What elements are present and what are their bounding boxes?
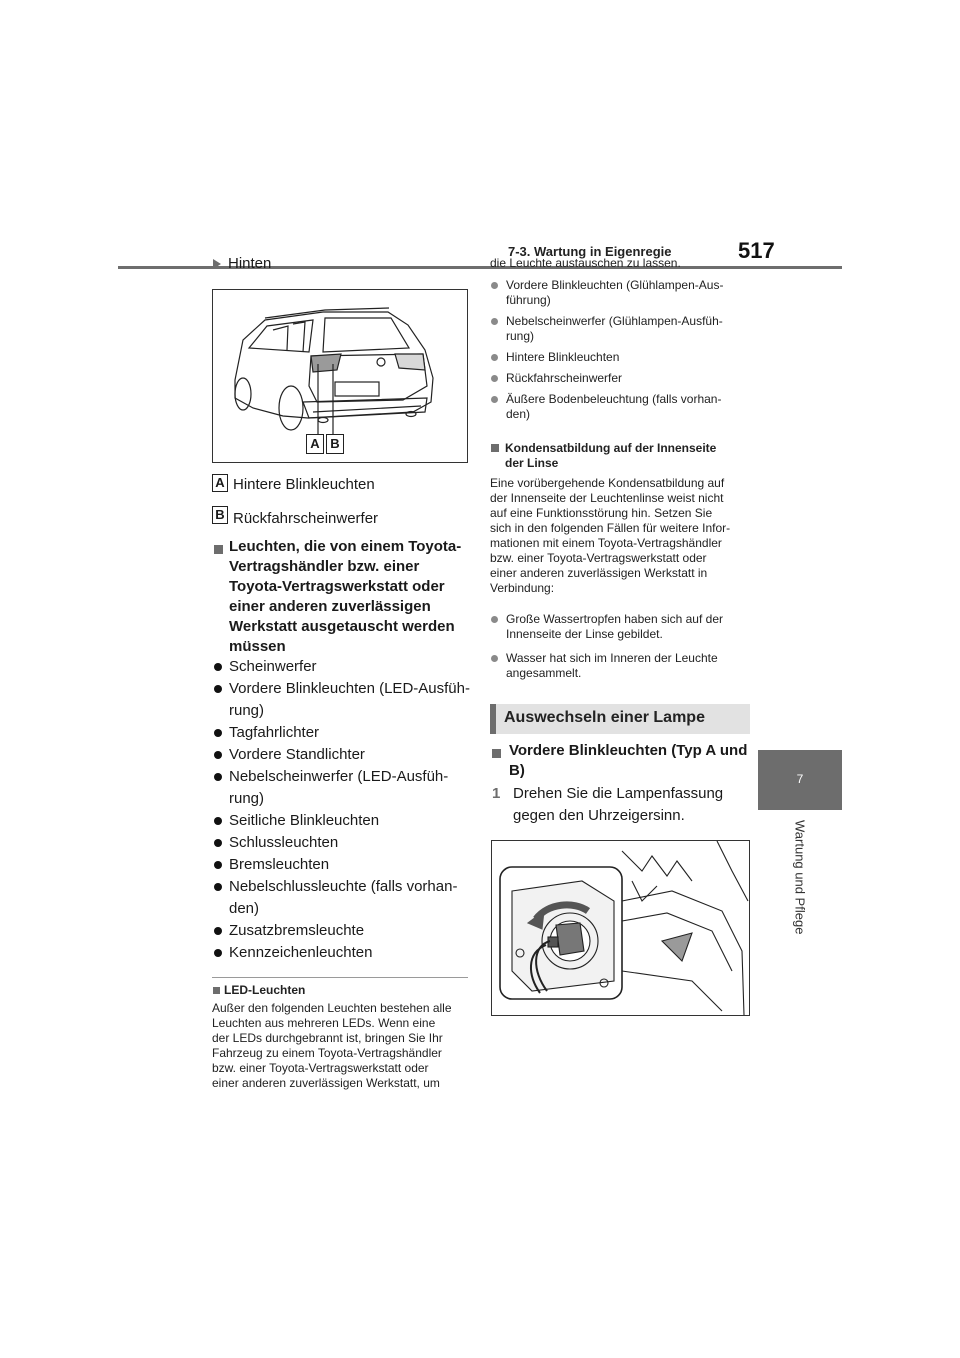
headlamp-figure [491, 840, 750, 1016]
list-item: Nebelscheinwerfer (Glühlampen-Ausfüh- rung) [490, 314, 752, 344]
bullet-icon [214, 949, 222, 957]
list-item: Schlussleuchten [212, 832, 472, 854]
rear-heading: Hinten [228, 255, 272, 272]
bullet-icon [491, 655, 498, 662]
list-item: Scheinwerfer [212, 656, 472, 678]
bullet-icon [214, 817, 222, 825]
callout-a: A [306, 434, 324, 454]
legend-text-b: Rückfahrscheinwerfer [233, 510, 379, 527]
condensation-list [490, 612, 752, 681]
square-bullet-icon [214, 545, 223, 554]
list-item: Vordere Blinkleuchten (Glühlampen-Aus- führung) [490, 278, 752, 308]
list-item: Tagfahrlichter [212, 722, 472, 744]
list-item: Vordere Standlichter [212, 744, 472, 766]
bullet-icon [214, 729, 222, 737]
bullet-icon [214, 773, 222, 781]
condensation-text: Eine vorübergehende Kondensatbildung auf der Innenseite der Leuchtenlinse weist nicht auf eine Funktionsstörung hin. Setzen Sie sich in den folgenden Fällen für weitere Infor- mationen mit einem Toyota-Vertragshändler bzw. einer Toyota-Vertragswerkstatt oder einer anderen zuverlässigen Werkstatt in Verbindung: [490, 476, 731, 595]
bullet-icon [214, 927, 222, 935]
legend-key-b: B [212, 506, 228, 524]
section-title: Auswechseln einer Lampe [504, 709, 705, 726]
section-title-bar [490, 704, 750, 734]
bullet-icon [491, 396, 498, 403]
bullet-icon [491, 616, 498, 623]
legend-text-a: Hintere Blinkleuchten [233, 476, 375, 493]
section-header: 7-3. Wartung in Eigenregie [508, 244, 672, 259]
chapter-title-vertical [758, 820, 842, 1000]
list-item: Seitliche Blinkleuchten [212, 810, 472, 832]
legend-key-a: A [212, 474, 228, 492]
led-heading: LED-Leuchten [224, 983, 306, 997]
list-item: Vordere Blinkleuchten (LED-Ausfüh- rung) [212, 678, 472, 722]
page-number: 517 [738, 238, 775, 263]
chapter-number: 7 [796, 772, 804, 786]
list-item: Zusatzbremsleuchte [212, 920, 472, 942]
led-text: Außer den folgenden Leuchten bestehen alle Leuchten aus mehreren LEDs. Wenn eine der LEDs durchgebrannt ist, bringen Sie Ihr Fahrzeug zu einem Toyota-Vertragshändler bzw. einer Toyota-Vertragswerkstatt oder einer anderen zuverlässigen Werkstatt, um [212, 1001, 452, 1090]
chapter-title: Wartung und Pflege [792, 820, 808, 935]
bullet-icon [491, 282, 498, 289]
bullet-icon [214, 861, 222, 869]
bulb-list [490, 278, 752, 428]
list-item: Große Wassertropfen haben sich auf der Innenseite der Linse gebildet. [490, 612, 752, 642]
header-rule [118, 266, 842, 269]
bullet-icon [214, 883, 222, 891]
list-item: Kennzeichenleuchten [212, 942, 472, 964]
bullet-icon [214, 751, 222, 759]
square-bullet-icon [213, 987, 220, 994]
continued-text: die Leuchte austauschen zu lassen. [490, 256, 681, 270]
headlamp-illustration [492, 841, 749, 1015]
front-turn-heading: Vordere Blinkleuchten (Typ A und B) [509, 742, 748, 779]
square-bullet-icon [492, 749, 501, 758]
bullet-icon [214, 663, 222, 671]
bullet-icon [491, 318, 498, 325]
list-item: Wasser hat sich im Inneren der Leuchte angesammelt. [490, 651, 752, 681]
callout-b: B [326, 434, 344, 454]
bullet-icon [491, 375, 498, 382]
condensation-heading: Kondensatbildung auf der Innenseite der Linse [505, 441, 717, 470]
square-bullet-icon [491, 444, 499, 452]
divider [212, 977, 468, 978]
section-bar-edge [490, 704, 496, 734]
list-item: Nebelscheinwerfer (LED-Ausfüh- rung) [212, 766, 472, 810]
dealer-list [212, 656, 472, 964]
arrow-bullet-icon [213, 259, 221, 269]
list-item: Bremsleuchten [212, 854, 472, 876]
bullet-icon [214, 685, 222, 693]
dealer-heading: Leuchten, die von einem Toyota- Vertragshändler bzw. einer Toyota-Vertragswerkstatt oder einer anderen zuverlässigen Werkstatt ausgetauscht werden müssen [229, 538, 462, 655]
list-item: Nebelschlussleuchte (falls vorhan- den) [212, 876, 472, 920]
step-number: 1 [492, 785, 501, 802]
list-item: Rückfahrscheinwerfer [490, 371, 752, 386]
list-item: Hintere Blinkleuchten [490, 350, 752, 365]
step-text: Drehen Sie die Lampenfassung gegen den Uhrzeigersinn. [513, 785, 724, 824]
bullet-icon [214, 839, 222, 847]
list-item: Äußere Bodenbeleuchtung (falls vorhan- den) [490, 392, 752, 422]
bullet-icon [491, 354, 498, 361]
